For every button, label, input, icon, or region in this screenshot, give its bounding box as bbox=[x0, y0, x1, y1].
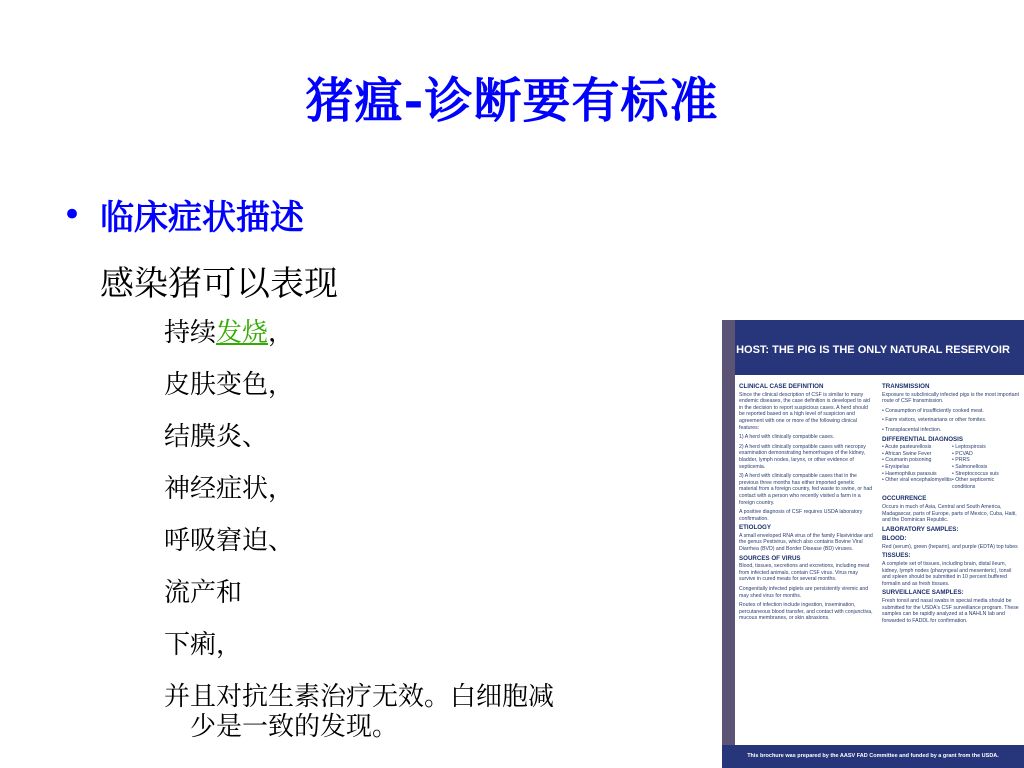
transmission-bullet-3: • Transplacental infection. bbox=[882, 426, 942, 433]
brochure-header: HOST: THE PIG IS THE ONLY NATURAL RESERVOIR bbox=[722, 320, 1024, 375]
symptom-item-antibiotic bbox=[164, 682, 704, 742]
brochure-body bbox=[735, 375, 1024, 745]
blood-text: Red (serum), green (heparin), and purple (EDTA) top tubes bbox=[882, 543, 1018, 550]
clinical-item-2: 2) A herd with clinically compatible cases with necropsy examination demonstrating hemorrhages of the kidney, bladder, lymph nodes, larynx, or other evidence of septicemia. bbox=[739, 443, 866, 470]
tissues-heading: TISSUES: bbox=[882, 552, 911, 560]
symptom-item-diarrhea: 下痢， bbox=[164, 630, 243, 660]
sources-text-2: Congenitally infected piglets are persistently viremic and may shed virus for months. bbox=[739, 586, 869, 599]
symptom-item-neuro: 神经症状， bbox=[164, 474, 295, 504]
clinical-confirm: A positive diagnosis of CSF requires USDA laboratory confirmation. bbox=[739, 509, 863, 522]
differential-list-2: • Leptospirosis • PCVAD • PRRS • Salmonellosis • Streptococcus suis • Other septicemic conditions bbox=[952, 444, 999, 490]
symptom-item-respiratory: 呼吸窘迫、 bbox=[164, 526, 295, 556]
symptom-item-fever bbox=[164, 318, 704, 348]
fever-link[interactable]: 发烧 bbox=[216, 318, 269, 348]
differential-lists bbox=[882, 443, 1020, 493]
brochure-footer: This brochure was prepared by the AASV FAD Committee and funded by a grant from the USDA. bbox=[722, 745, 1024, 768]
transmission-bullet-1: • Consumption of insufficiently cooked meat. bbox=[882, 407, 984, 414]
sources-text: Blood, tissues, secretions and excretions, including meat from infected animals, contain CSF virus. Virus may survive in cured meats for several months. bbox=[739, 563, 870, 583]
differential-heading: DIFFERENTIAL DIAGNOSIS bbox=[882, 435, 964, 443]
symptom-item-conjunctivitis: 结膜炎、 bbox=[164, 422, 269, 452]
surveillance-text: Fresh tonsil and nasal swabs in special media should be submitted for the USDA's CSF surveillance program. These samples can be rapidly analyzed at a NAHLN lab and forwarded to FADDL for confirmation. bbox=[882, 598, 1019, 624]
brochure-image bbox=[722, 320, 1024, 768]
transmission-bullet-2: • Farm visitors, veterinarians or other fomites. bbox=[882, 417, 987, 424]
transmission-text: Exposure to subclinically infected pigs is the most important route of CSF transmission. bbox=[882, 391, 1019, 405]
clinical-item-3: 3) A herd with clinically compatible cases that in the previous three months has either imported genetic material from a foreign country, fed waste to swine, or had contact with a person who recently visited a farm in a foreign country. bbox=[739, 473, 873, 506]
sources-heading: SOURCES OF VIRUS bbox=[739, 554, 801, 562]
differential-list-1: • Acute pasteurellosis • African Swine Fever • Coumarin poisoning • Erysipelas • Haemophilus parasuis • Other viral encephalomyelitis bbox=[882, 444, 952, 484]
sources-text-3: Routes of infection include ingestion, insemination, percutaneous blood transfer, and contact with conjunctiva, mucous membranes, or skin abrasions. bbox=[739, 602, 873, 622]
symptom-line-2: 少是一致的发现。 bbox=[190, 712, 399, 742]
brochure-left-column bbox=[739, 381, 873, 625]
lab-heading: LABORATORY SAMPLES: bbox=[882, 525, 959, 533]
bullet-text: 临床症状描述 bbox=[100, 198, 305, 238]
clinical-heading: CLINICAL CASE DEFINITION bbox=[739, 383, 824, 390]
etiology-heading: ETIOLOGY bbox=[739, 524, 771, 532]
symptom-suffix: ， bbox=[268, 318, 295, 348]
symptom-prefix: 持续 bbox=[164, 318, 217, 348]
blood-heading: BLOOD: bbox=[882, 535, 907, 543]
clinical-item-1: 1) A herd with clinically compatible cases. bbox=[739, 434, 835, 441]
brochure-edge bbox=[722, 320, 735, 745]
symptom-item-abortion: 流产和 bbox=[164, 578, 243, 608]
brochure-right-column bbox=[882, 381, 1020, 627]
etiology-text: A small enveloped RNA virus of the family Flaviviridae and the genus Pestivirus, which also contains Bovine Viral Diarrhea (BVD) and Border Disease (BD) viruses. bbox=[739, 532, 873, 553]
surveillance-heading: SURVEILLANCE SAMPLES: bbox=[882, 589, 964, 597]
symptom-item-skin: 皮肤变色， bbox=[164, 370, 295, 400]
bullet-icon: • bbox=[62, 194, 83, 235]
symptom-list bbox=[164, 318, 704, 764]
occurrence-text: Occurs in much of Asia, Central and South America, Madagascar, parts of Europe, parts of Mexico, Cuba, Haiti, and the Dominican Republic. bbox=[882, 503, 1017, 524]
subheading: 感染猪可以表现 bbox=[100, 264, 338, 304]
slide-title: 猪瘟-诊断要有标准 bbox=[305, 73, 719, 129]
occurrence-heading: OCCURRENCE bbox=[882, 495, 927, 503]
transmission-heading: TRANSMISSION bbox=[882, 383, 930, 390]
tissues-text: A complete set of tissues, including brain, distal ileum, kidney, lymph nodes (pharyngeal and mesenteric), tonsil and spleen should be submitted in 10 percent buffered formalin and as fresh tissues. bbox=[882, 561, 1012, 587]
symptom-line-1: 并且对抗生素治疗无效。白细胞减 bbox=[164, 682, 555, 712]
clinical-text: Since the clinical description of CSF is similar to many endemic diseases, the case definition is developed to aid in the decision to report suspicious cases. A herd should be reported based on a high level of suspicion and agreement with one or more of the following clinical features: bbox=[739, 391, 870, 431]
bullet-heading bbox=[62, 190, 304, 239]
